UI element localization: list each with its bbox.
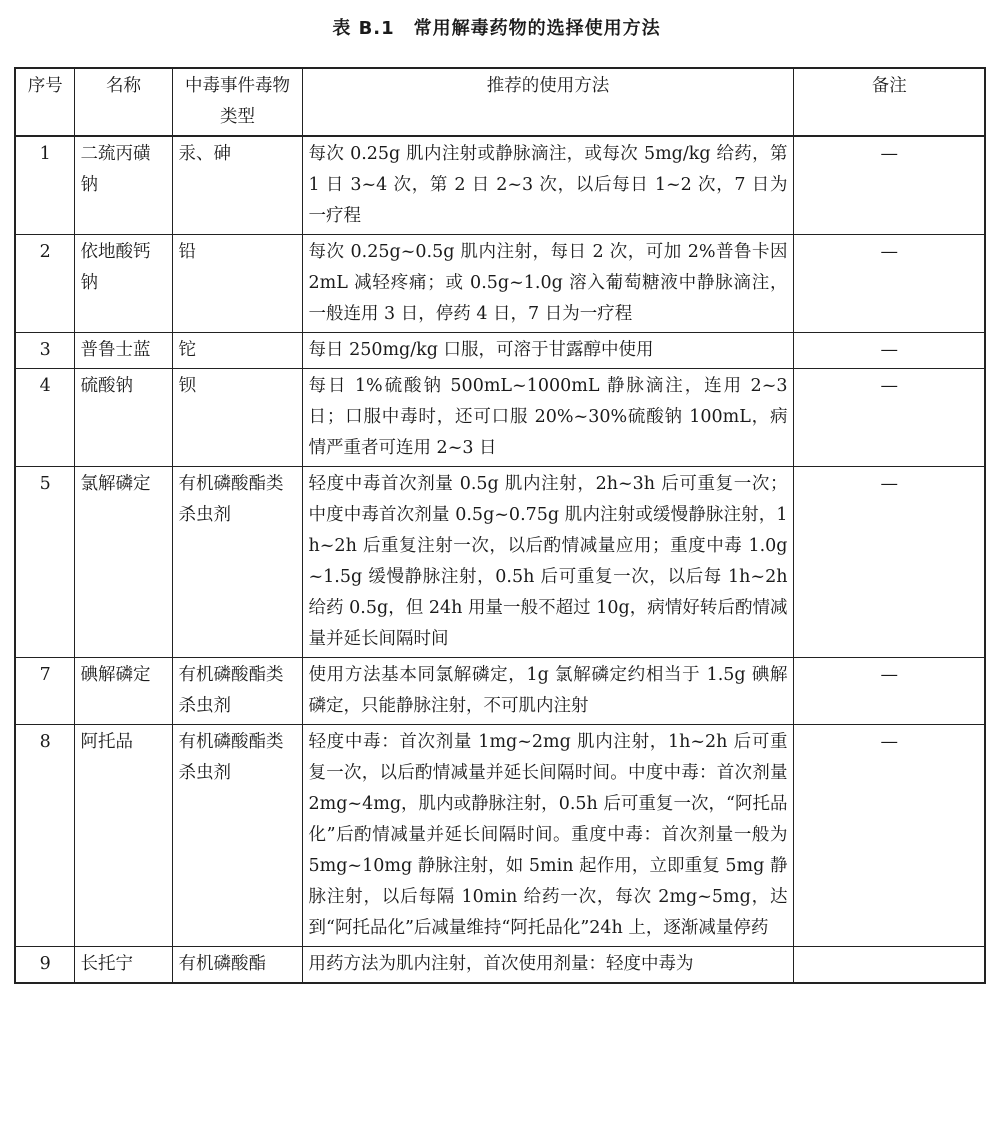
cell-name: 氯解磷定 <box>74 467 172 658</box>
cell-no: 3 <box>15 333 74 369</box>
cell-type: 有机磷酸酯类杀虫剂 <box>172 725 302 947</box>
table-row <box>15 725 985 947</box>
table-header-row <box>15 68 985 136</box>
header-name: 名称 <box>74 68 172 136</box>
table-row <box>15 235 985 333</box>
cell-type: 铅 <box>172 235 302 333</box>
cell-note: — <box>793 725 985 947</box>
cell-name: 二巯丙磺钠 <box>74 136 172 235</box>
cell-type: 铊 <box>172 333 302 369</box>
cell-note: — <box>793 333 985 369</box>
table-row <box>15 658 985 725</box>
table-caption: 表 B.1 常用解毒药物的选择使用方法 <box>332 18 661 39</box>
cell-note: — <box>793 467 985 658</box>
cell-name: 普鲁士蓝 <box>74 333 172 369</box>
cell-no: 7 <box>15 658 74 725</box>
header-method: 推荐的使用方法 <box>302 68 793 136</box>
table-row <box>15 333 985 369</box>
cell-method: 每日 1%硫酸钠 500mL~1000mL 静脉滴注，连用 2~3 日；口服中毒时，还可口服 20%~30%硫酸钠 100mL，病情严重者可连用 2~3 日 <box>302 369 793 467</box>
cell-note: — <box>793 658 985 725</box>
cell-method: 每次 0.25g 肌内注射或静脉滴注，或每次 5mg/kg 给药，第 1 日 3~4 次，第 2 日 2~3 次，以后每日 1~2 次，7 日为一疗程 <box>302 136 793 235</box>
cell-note: — <box>793 136 985 235</box>
cell-type: 有机磷酸酯类杀虫剂 <box>172 467 302 658</box>
cell-note <box>793 947 985 984</box>
antidote-table <box>14 67 986 984</box>
cell-no: 9 <box>15 947 74 984</box>
cell-no: 2 <box>15 235 74 333</box>
cell-no: 5 <box>15 467 74 658</box>
cell-name: 阿托品 <box>74 725 172 947</box>
table-row <box>15 467 985 658</box>
header-note: 备注 <box>793 68 985 136</box>
cell-method: 轻度中毒首次剂量 0.5g 肌内注射，2h~3h 后可重复一次；中度中毒首次剂量 0.5g~0.75g 肌内注射或缓慢静脉注射，1h~2h 后重复注射一次，以后酌情减量应用；重度中毒 1.0g~1.5g 缓慢静脉注射，0.5h 后可重复一次，以后每 1h~2h 给药 0.5g，但 24h 用量一般不超过 10g，病情好转后酌情减量并延长间隔时间 <box>302 467 793 658</box>
table-row <box>15 369 985 467</box>
cell-type: 有机磷酸酯 <box>172 947 302 984</box>
cell-name: 长托宁 <box>74 947 172 984</box>
cell-note: — <box>793 369 985 467</box>
cell-method: 每日 250mg/kg 口服，可溶于甘露醇中使用 <box>302 333 793 369</box>
cell-no: 8 <box>15 725 74 947</box>
cell-method: 用药方法为肌内注射，首次使用剂量：轻度中毒为 <box>302 947 793 984</box>
table-row <box>15 947 985 984</box>
cell-method: 每次 0.25g~0.5g 肌内注射，每日 2 次，可加 2%普鲁卡因 2mL 减轻疼痛；或 0.5g~1.0g 溶入葡萄糖液中静脉滴注，一般连用 3 日，停药 4 日，7 日为一疗程 <box>302 235 793 333</box>
cell-name: 硫酸钠 <box>74 369 172 467</box>
cell-type: 汞、砷 <box>172 136 302 235</box>
cell-type: 有机磷酸酯类杀虫剂 <box>172 658 302 725</box>
cell-type: 钡 <box>172 369 302 467</box>
header-no: 序号 <box>15 68 74 136</box>
cell-method: 使用方法基本同氯解磷定，1g 氯解磷定约相当于 1.5g 碘解磷定，只能静脉注射，不可肌内注射 <box>302 658 793 725</box>
cell-name: 碘解磷定 <box>74 658 172 725</box>
cell-no: 1 <box>15 136 74 235</box>
header-type: 中毒事件毒物类型 <box>172 68 302 136</box>
cell-no: 4 <box>15 369 74 467</box>
cell-note: — <box>793 235 985 333</box>
table-row <box>15 136 985 235</box>
cell-name: 依地酸钙钠 <box>74 235 172 333</box>
cell-method: 轻度中毒：首次剂量 1mg~2mg 肌内注射，1h~2h 后可重复一次，以后酌情减量并延长间隔时间。中度中毒：首次剂量 2mg~4mg，肌内或静脉注射，0.5h 后可重复一次，“阿托品化”后酌情减量并延长间隔时间。重度中毒：首次剂量一般为 5mg~10mg 静脉注射，如 5min 起作用，立即重复 5mg 静脉注射，以后每隔 10min 给药一次，每次 2mg~5mg，达到“阿托品化”后减量维持“阿托品化”24h 上，逐渐减量停药 <box>302 725 793 947</box>
